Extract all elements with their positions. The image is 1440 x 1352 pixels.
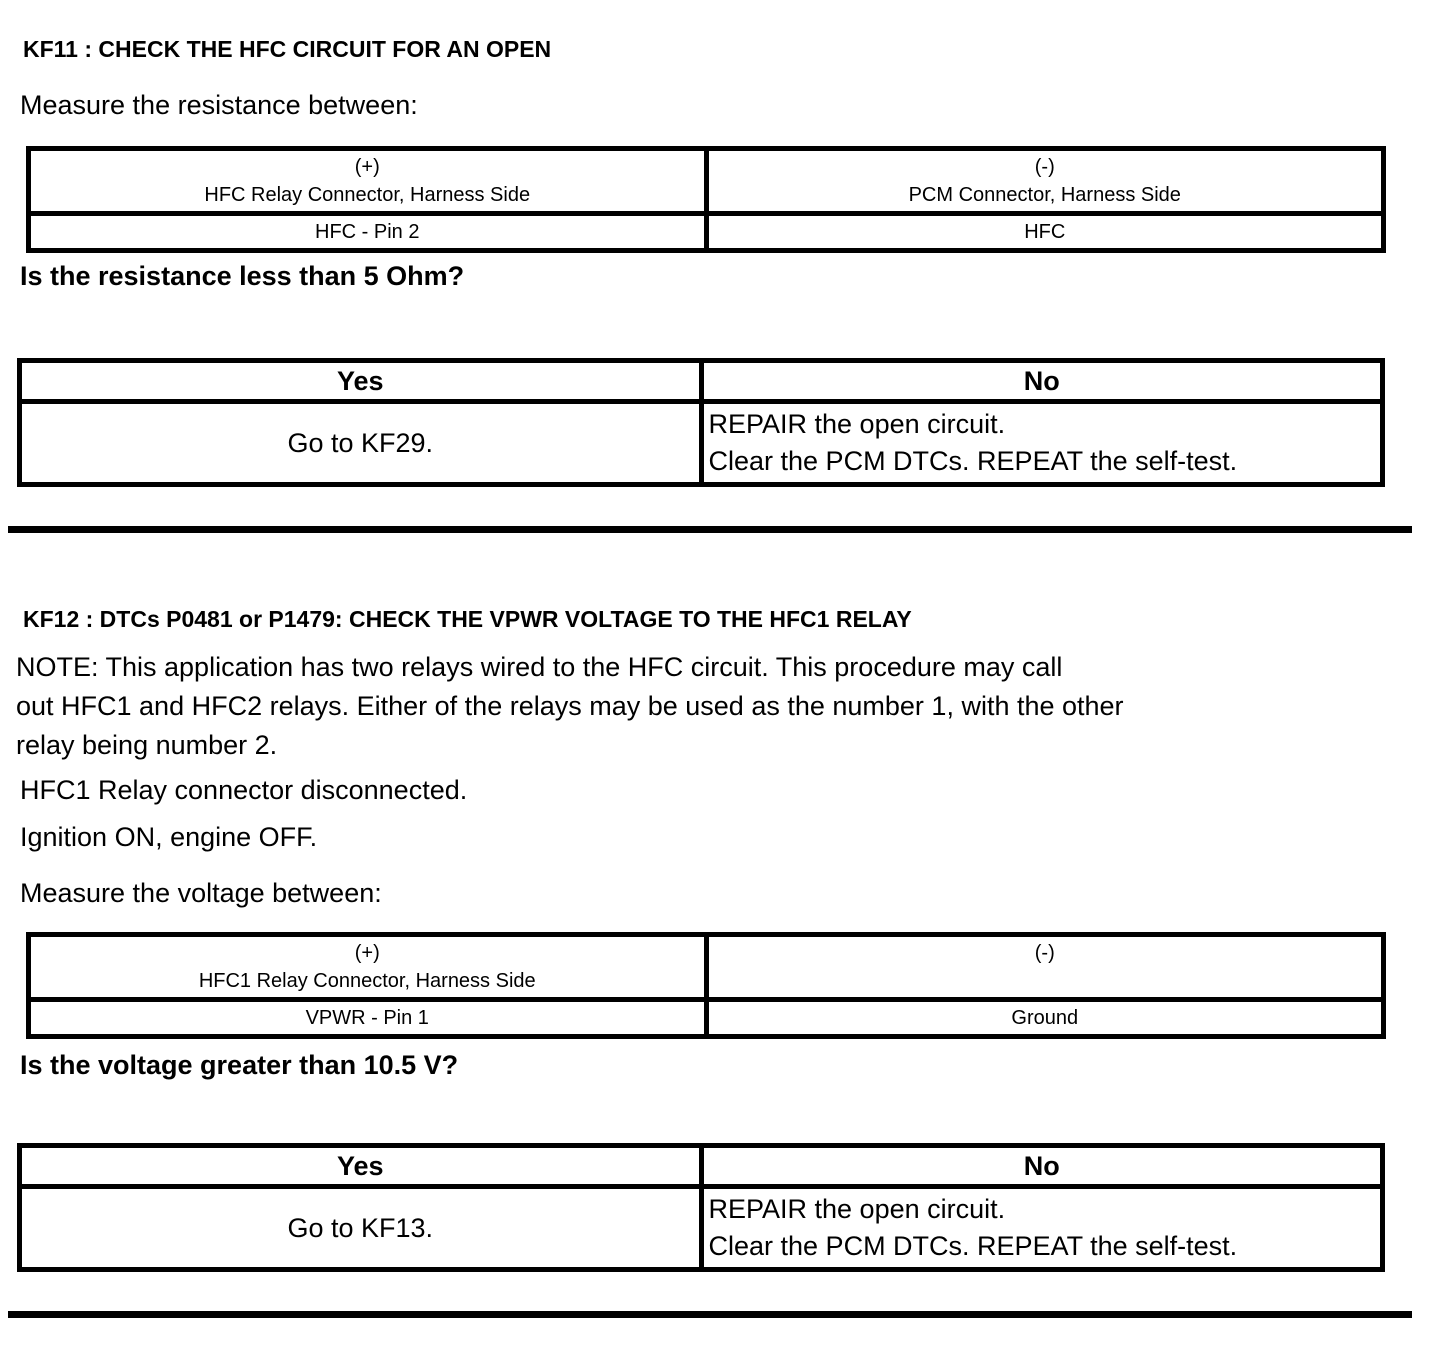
question-kf11: Is the resistance less than 5 Ohm? <box>20 261 465 291</box>
procedure-heading-kf11: KF11 : CHECK THE HFC CIRCUIT FOR AN OPEN <box>23 36 552 62</box>
measurement-table-header-row <box>29 935 1384 1000</box>
note-line: relay being number 2. <box>16 730 278 760</box>
minus-header-cell <box>706 935 1384 1000</box>
decision-table-action-row <box>20 402 1383 485</box>
decision-table-action-row <box>20 1187 1383 1270</box>
decision-table-kf12 <box>17 1143 1385 1272</box>
no-action-line: Clear the PCM DTCs. REPEAT the self-test. <box>708 1231 1238 1261</box>
plus-symbol: (+) <box>354 156 380 178</box>
no-action-line: Clear the PCM DTCs. REPEAT the self-test. <box>708 446 1238 476</box>
minus-header-cell <box>706 149 1384 214</box>
question-kf12: Is the voltage greater than 10.5 V? <box>20 1050 459 1080</box>
no-action-line: REPAIR the open circuit. <box>708 1194 1006 1224</box>
measurement-table-value-row <box>29 214 1384 251</box>
measurement-table-kf12 <box>26 932 1386 1039</box>
no-header-cell: No <box>701 1146 1383 1187</box>
plus-connector-label: HFC Relay Connector, Harness Side <box>204 184 531 206</box>
no-action-cell <box>701 1187 1383 1270</box>
decision-table-header-row <box>20 361 1383 402</box>
minus-connector-label: PCM Connector, Harness Side <box>908 184 1181 206</box>
plus-connector-label: HFC1 Relay Connector, Harness Side <box>198 970 536 992</box>
minus-pin-cell: HFC <box>706 214 1384 251</box>
note-line: NOTE: This application has two relays wired to the HFC circuit. This procedure may call <box>16 652 1063 682</box>
minus-symbol: (-) <box>1034 942 1055 964</box>
minus-symbol: (-) <box>1034 156 1055 178</box>
yes-action-cell: Go to KF13. <box>20 1187 702 1270</box>
no-header-cell: No <box>701 361 1383 402</box>
section-divider <box>8 1311 1412 1318</box>
note-paragraph <box>16 648 1124 765</box>
decision-table-header-row <box>20 1146 1383 1187</box>
plus-pin-cell: VPWR - Pin 1 <box>29 1000 707 1037</box>
no-action-cell <box>701 402 1383 485</box>
decision-table-kf11 <box>17 358 1385 487</box>
plus-header-cell <box>29 935 707 1000</box>
note-line: out HFC1 and HFC2 relays. Either of the relays may be used as the number 1, with the other <box>16 691 1124 721</box>
measure-intro-kf11: Measure the resistance between: <box>20 90 418 120</box>
yes-action-cell: Go to KF29. <box>20 402 702 485</box>
yes-header-cell: Yes <box>20 1146 702 1187</box>
measure-intro-kf12: Measure the voltage between: <box>20 878 382 908</box>
step-connector-disconnected: HFC1 Relay connector disconnected. <box>20 775 468 805</box>
measurement-table-value-row <box>29 1000 1384 1037</box>
plus-header-cell <box>29 149 707 214</box>
procedure-heading-kf12: KF12 : DTCs P0481 or P1479: CHECK THE VPWR VOLTAGE TO THE HFC1 RELAY <box>23 606 912 632</box>
yes-header-cell: Yes <box>20 361 702 402</box>
step-ignition-on: Ignition ON, engine OFF. <box>20 822 318 852</box>
minus-pin-cell: Ground <box>706 1000 1384 1037</box>
no-action-line: REPAIR the open circuit. <box>708 409 1006 439</box>
measurement-table-kf11 <box>26 146 1386 253</box>
plus-symbol: (+) <box>354 942 380 964</box>
measurement-table-header-row <box>29 149 1384 214</box>
section-divider <box>8 526 1412 533</box>
plus-pin-cell: HFC - Pin 2 <box>29 214 707 251</box>
